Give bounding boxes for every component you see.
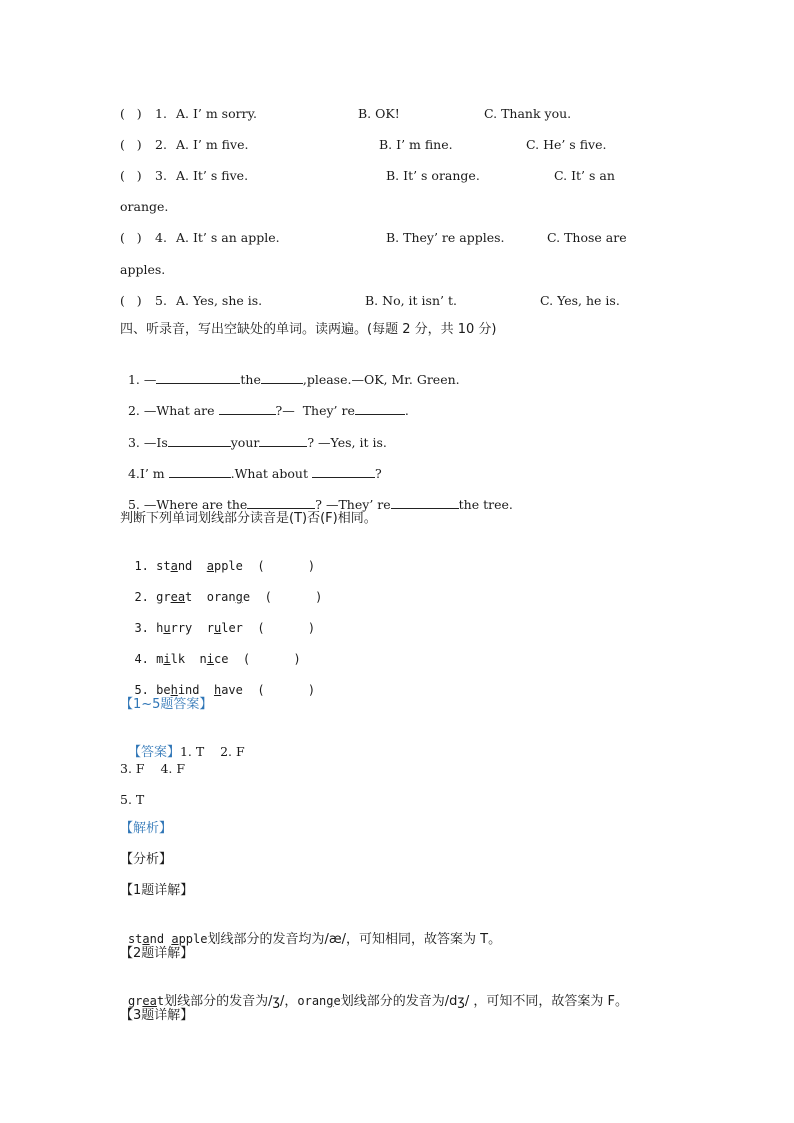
detail-1-text: stand apple划线部分的发音均为/æ/，可知相同，故答案为 T。 [127,932,502,947]
q5-option-b: B. No, it isn’ t. [365,293,457,308]
q1-bracket: ( ) [120,106,142,121]
q1-option-c: C. Thank you. [484,106,572,121]
q1-option-b: B. OK! [358,106,400,121]
dictation-3-start: —Is [143,435,168,450]
dictation-2-mid: ?— They’ re [275,403,355,418]
answers-row-1 [120,728,245,761]
q4-option-c: C. Those are [547,230,627,245]
phonics-1-word-2: apple [206,559,243,573]
dictation-5-num: 5. [127,497,140,512]
phonics-1-word-1: stand [156,559,193,573]
dictation-2-start: —What are [143,403,215,418]
dictation-1-num: 1. [127,372,140,387]
dictation-1 [120,355,460,388]
q4-option-a: A. It’ s an apple. [176,230,280,245]
answer-label: 【答案】 [127,745,180,760]
analysis-label: 【解析】 [120,821,173,836]
q4-option-b: B. They’ re apples. [386,230,505,245]
answer-row-1-text: 1. T 2. F [179,744,245,759]
q1-option-a: A. I’ m sorry. [176,106,257,121]
q1-num: 1. [155,106,167,121]
dictation-1-blank-a[interactable] [156,371,240,384]
dictation-3-mid: your [230,435,260,450]
dictation-5-blank-a[interactable] [247,496,315,509]
q3-option-c: C. It’ s an [554,168,615,183]
q4-num: 4. [155,230,167,245]
dictation-4-mid: .What about [230,466,308,481]
dictation-4-end: ? [374,466,382,481]
phonics-2-answer-paren[interactable]: ( ) [264,590,323,604]
dictation-3-blank-b[interactable] [259,434,307,447]
answers-row-3: 5. T [120,792,145,807]
phonics-4-word-2: nice [199,652,229,666]
phonics-4-word-1: milk [156,652,186,666]
q3-bracket: ( ) [120,168,142,183]
q5-option-c: C. Yes, he is. [540,293,620,308]
q3-num: 3. [155,168,167,183]
dictation-3-blank-a[interactable] [168,434,231,447]
dictation-4 [120,449,382,482]
dictation-2-blank-a[interactable] [219,402,276,415]
phonics-3-word-1: hurry [156,621,193,635]
answers-row-2: 3. F 4. F [120,761,186,776]
q2-bracket: ( ) [120,137,142,152]
dictation-3 [120,418,387,451]
q5-bracket: ( ) [120,293,142,308]
phonics-item-4: 4. milk nice ( ) [134,652,301,666]
dictation-2-blank-b[interactable] [355,402,405,415]
answers-section-label: 【1~5题答案】 [120,697,213,712]
phonics-2-word-2: orange [206,590,251,604]
phonics-heading: 判断下列单词划线部分读音是(T)否(F)相同。 [120,511,377,526]
q3-option-b: B. It’ s orange. [386,168,480,183]
phonics-4-answer-paren[interactable]: ( ) [242,652,301,666]
detail-1-label: 【1题详解】 [120,883,194,898]
dictation-5-blank-b[interactable] [391,496,459,509]
dictation-5-mid: ? —They’ re [315,497,391,512]
detail-3-label: 【3题详解】 [120,1008,194,1023]
phonics-1-answer-paren[interactable]: ( ) [257,559,316,573]
phonics-2-word-1: great [156,590,193,604]
dictation-3-end: ? —Yes, it is. [307,435,387,450]
q2-option-a: A. I’ m five. [176,137,249,152]
phonics-5-word-1: behind [156,683,200,697]
dictation-1-end: ,please.—OK, Mr. Green. [302,372,460,387]
part4-heading: 四、听录音，写出空缺处的单词。读两遍。(每题 2 分，共 10 分) [120,322,497,337]
dictation-2 [120,386,409,419]
q5-option-a: A. Yes, she is. [176,293,263,308]
q3-option-c-continued: orange. [120,199,169,214]
q2-option-b: B. I’ m fine. [379,137,453,152]
phonics-3-answer-paren[interactable]: ( ) [257,621,316,635]
phonics-item-5: 5. behind have ( ) [134,683,316,697]
q4-option-c-continued: apples. [120,262,166,277]
q4-bracket: ( ) [120,230,142,245]
dictation-4-start: 4.I’ m [127,466,165,481]
phonics-3-word-2: ruler [206,621,243,635]
phonics-5-answer-paren[interactable]: ( ) [257,683,316,697]
detail-2-label: 【2题详解】 [120,946,194,961]
phonics-item-2: 2. great orange ( ) [134,590,323,604]
phonics-item-3: 3. hurry ruler ( ) [134,621,316,635]
dictation-1-mid: the [240,372,261,387]
dictation-5 [120,480,513,513]
phonics-item-1: 1. stand apple ( ) [134,559,316,573]
dictation-5-end: the tree. [458,497,513,512]
dictation-2-num: 2. [127,403,140,418]
dictation-4-blank-a[interactable] [169,465,231,478]
q2-num: 2. [155,137,167,152]
detail-2-text: great划线部分的发音为/ʒ/，orange划线部分的发音为/dʒ/ ，可知不同，故答案为 F。 [127,994,629,1009]
dictation-1-blank-b[interactable] [261,371,303,384]
dictation-5-start: —Where are the [143,497,248,512]
q2-option-c: C. He’ s five. [526,137,607,152]
dictation-3-num: 3. [127,435,140,450]
dictation-1-dash: — [143,372,157,387]
q3-option-a: A. It’ s five. [176,168,249,183]
phonics-5-word-2: have [213,683,243,697]
fenxi-label: 【分析】 [120,852,173,867]
dictation-2-end: . [404,403,409,418]
dictation-4-blank-b[interactable] [312,465,375,478]
q5-num: 5. [155,293,167,308]
